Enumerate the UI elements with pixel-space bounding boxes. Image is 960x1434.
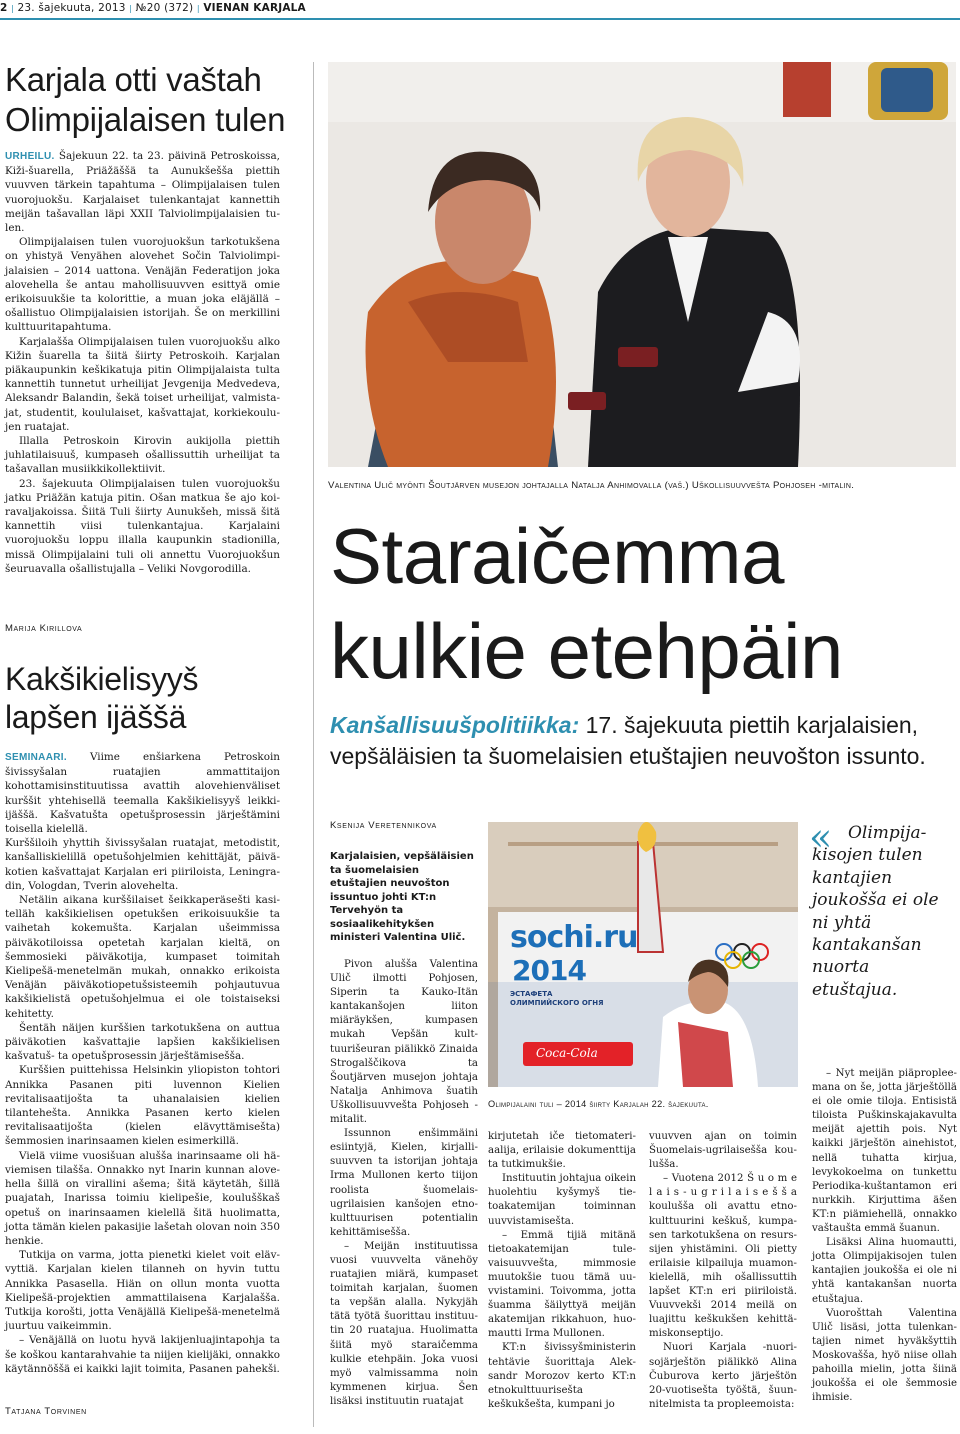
article2-body: SEMINAARI. Viime enšiarkena Petroskoin šivissyšalan ruatajien ammattitaijon kohottamisinstituutissa avattih alovehienväliset kurššit yhtehisellä teemalla Kakšikielisyyš leikki-ijäššä. Kašvatušta opetušprosessin järještämini toisella kielellä. Kurššiloih yhyttih šivissyšalan ruatajat, metodistit, kanšalliskielillä opetušohjelmien kehittäjät, päiväkotien kašvattajat Karjalan eri piiriloistа, Leningradin, Vologdan, Tverin alovehelta. Netälin aikana kurššilaiset šeikkaperäsešti kasitelläh kakšikielisen opetukšen erikoisuukšie ta vaihetah kokemušta. Karjalan ušeimmissa päiväkotiloissa opetetah karjalan kieltä, on šemmosieki päiväkotija, kumpaset toimitah Kielipešä-menetelmän mukah, onnakko erikoista Venäjän päiväkotiopetušsisteemih pohjautuvua kakšikielistä opetušohjelmua ei ole toistaiseksi kehitetty. Šentäh näijen kurššien tarkotukšena on auttua päiväkotien kašvattajie lapšien kakšikielisen kašvatuš- ta opetušprosessin järještämisešša. Kurššien puittehissa Helsinkin yliopiston tohtori Annikka Pasanen piti luvennon Kielien revitalisaatijošta ta uhanalaisien kielien tilantehešta. Annikka Pasanen kerto kielen revitalisaatijošta (kielen elävyttämisešta) šemmosien inarinsaamen kielen esimerkillä. Vielä viime vuosišuan alušša inarinsaame oli häviemisen tilašša. Onnakko nyt Inarin kunnan alovehella šillä on virallini ašema; šitä käytetäh, šillä puajatah, Inarissa toimiu kielipešie, koulušškaš opetuš on inarinsaamen kielellä šitä huolimatta, jotta tämän kielen pakasijie lašetah olovan noin 350 henkie. Tutkija on varma, jotta pienetki kielet voit elävvyttiä. Karjalan kielen tilanneh on hyvin tuttu Annikka Pasasella. Hiän on ollun monta vuotta Kielipešä-projektien ammattilaisena Karjalašša. Tutkija korošti, jotta Venäjällä Kielipešä-menetelmä juurtuu vaikeimmin. – Venäjällä on luotu hyvä lakijenluajintapohja ta še koškou kantarahvahie ta niijen kielijäki, onnakko käytännöššä ei kaikki lajit toimita, Pasanen pahekši. <box>5 751 280 1375</box>
article1-title: Karjala otti vaštah Olimpijalaisen tulen <box>5 61 286 138</box>
article1-kicker: URHEILU. <box>5 151 55 162</box>
pullquote-text: Olimpijakisojen tulen kantajien joukošša ei ole ni yhtä kantakanšan nuorta etuštajua. <box>812 823 939 1000</box>
award-photo-illustration <box>328 62 956 467</box>
article3-column-c: vuuvven ajan on toimin Šuomelais-ugrilaisešša koulušša. – Vuotena 2012 Š u o m e l a i s - u g r i l a i s e š š a koulušša oli avattu etnokulttuurini keškuš, kumpasen tarkotukšena on resurssijen yhistämini. Oli pietty erilaisie kilpailuja muamonkielellä, mih ošallissuttih lapšet KT:n eri piiriloistä. Vuuvvekši 2014 meilä on luajittu keškukšen kehittämiskonseptijo. Nuori Karjala -nuorisojärještön piälikkö Alina Čuburova kerto järještön 20-vuotisešta työštä, šuunnitelmista ta propleemoista: <box>649 1131 797 1410</box>
article2-kicker: SEMINAARI. <box>5 752 67 763</box>
issue-date: 23. šajekuuta, 2013 <box>17 2 126 14</box>
pullquote-mark-icon: « <box>809 815 833 859</box>
article3-title-line2: kulkie etehpäin <box>330 607 843 695</box>
column-divider <box>313 62 314 1427</box>
award-photo-caption: Valentina Ulič myönti Šoutjärven musejon johtajalla Natalja Anhimovalla (vaš.) Uškollisuuvvešta Pohjoseh -mitalin. <box>328 480 855 491</box>
torch-photo <box>488 822 798 1087</box>
torch-banner-year: 2014 <box>512 954 586 987</box>
torch-banner-sponsor: Coca-Cola <box>536 1046 598 1060</box>
torch-photo-caption: Olimpijalaini tuli – 2014 šiirty Karjalah 22. šajekuuta. <box>488 1099 709 1109</box>
page-header: 2 | 23. šajekuuta, 2013 | №20 (372) | VIENAN KARJALA <box>0 2 306 14</box>
page-number: 2 <box>0 2 8 14</box>
paper-name: VIENAN KARJALA <box>203 2 306 14</box>
pullquote <box>809 815 957 1001</box>
article1-body: URHEILU. Šajekuun 22. ta 23. päivinä Petroskoissa, Kiži-šuarella, Priäžäššä ta Aunukšešša piettih vuuvven tärkein tapahtuma – Olimpijalaisen tulen vuorojuokšu. Karjalaiset tulenkantajat kannettih meijän tašavallan läpi XXII Talviolimpijalaisien tulen. Olimpijalaisen tulen vuorojuokšun tarkotukšena on yhistyä Venyähen alovehet Sočin Talviolimpijalaisien – 2014 uattona. Venäjän Federatijon joka alovehella še antau mahollisuuvven esittyä omie erikoisuukšie ta kolorittie, a muan joka eläjällä – ošallistuo Olimpijalaisien istorijah. Še on merkillini kulttuuritapahtuma. Karjalašša Olimpijalaisen tulen vuorojuokšu alko Kižin šuarella ta šiitä šiirty Petroskoih. Karjalan piäkaupunkin keškikatuja pitin Olimpijalaista tulta kannettih tunnetut urheilijat Jevgenija Medvedeva, Aleksandr Balandin, šekä toiset urheilijat, valmistajat, studentit, koululaiset, kašvattajat, korkiekoulujen ruatajat. Illalla Petroskoin Kirovin aukijolla piettih juhlatilaisuuš, kumpaseh ošallissuttih urheilijat ta tašavallan musiikkikollektiivit. 23. šajekuuta Olimpijalaisen tulen vuorojuokšu jatku Priäžän katuja pitin. Ošan matkua še ajo koiravaljakoissa. Šiitä Tuli šiirty Aunukšeh, missä šitä kannettih viisi tulenkantajua. Karjalaini vuorojuokšu loppu illalla kaupunkin stadionilla, missä Olimpijalaini tuli oli annettu Vuorojuokšun šeuruavalla ošallistujalla – Veliki Novgorodilla. <box>5 150 280 575</box>
article3-column-b: kirjutetah iče tietomateriaalija, erilaisie dokumenttija ta tutkimukšie. Instituutin johtajua oikein huolehtiu kyšymyš tietoakatemijan toiminnan uuvvistamisešta. – Emmä tijiä mitänä tietoakatemijan tulevaisuuvvešta, mimmosie muutokšie tuou tämä uuvvistamini. Toivomma, jotta šuamma šäilyttyä meijän akatemijan rikkahuon, huomautti Irma Mullonen. KT:n šivissyšministerin tehtävie šuorittaja Aleksandr Morozov kerto KT:n etnokulttuurisešta keškukšešta, kumpani jo <box>488 1131 636 1410</box>
article3-byline: Ksenija Veretennikova <box>330 820 437 831</box>
article1-byline: Marija Kirillova <box>5 623 83 634</box>
article2-title: Kakšikielisyyš lapšen ijäššä <box>5 661 199 735</box>
article3-deck-text: 17. šajekuuta piettih karjalaisien, vepšäläisien ta šuomelaisien etuštajien neuvošton issunto. <box>330 712 926 769</box>
torch-banner-subtitle: ЭСТАФЕТА ОЛИМПИЙСКОГО ОГНЯ <box>510 990 604 1007</box>
issue-number: №20 (372) <box>135 2 194 14</box>
article3-column-d: – Nyt meijän piäpropleemana on še, jotta järještöllä ei ole omie tiloja. Entisistä tiloista Puškinskajakavulta meijät ajettih pois. Nyt kaikki järještön ainehistot, nellä tuhatta kirjua, levykokoelma on tunkettu Periodika-kuštantamon eri nurkkih. Kirjuttima äšen KT:n piämiehellä, onnakko vaštaušta emmä šuanun. Lisäksi Alina huomautti, jotta Olimpijakisojen tulen kantajien joukošša ei ole ni yhtä kantakanšan nuorta etuštajua. Vuorošttah Valentina Ulič lisäsi, jotta tulenkantajien nimet hyväkšyttih Moskovašša, hyö niise ollah pahoilla mielin, jotta šiinä joukošša ei ole šemmosie ihmisie. <box>812 1068 957 1404</box>
article3-title-line1: Staraičemma <box>330 512 784 600</box>
award-photo <box>328 62 956 467</box>
article2-byline: Tatjana Torvinen <box>5 1406 87 1417</box>
header-rule <box>0 18 960 20</box>
article3-column-a: Pivon alušša Valentina Ulič ilmotti Pohjosen, Siperin ta Kauko-Itän kantakanšojen liiton miäräykšen, kumpasen mukah Vepšän kulttuurišeuran piälikkö Zinaida Strogalščikova ta Šoutjärven musejon johtaja Natalja Anhimova šuatih Uškollisuuvvešta Pohjoseh -mitalit. Issunnon enšimmäini esiintyjä, Kielen, kirjallisuuvven ta istorijan johtaja Irma Mullonen kerto tiijon roolista šuomelais-ugrilaisien kanšojen etnokulttuurisen potentialin kehittämisešša. – Meijän instituutissa vuosi vuuvvelta vänehöy ruatajien miärä, kumpaset toimitah karjalan, šuomen ta vepšän alalla. Nykyjäh tätä työtä šuorittau instituutin 20 ruatajua. Huolimatta šiitä myö staraičemma kulkie etehpäin. Joka vuosi myö valmissamma noin kymmenen kirjua. Šen lisäksi instituutin ruatajat <box>330 959 478 1407</box>
article3-deck <box>330 710 950 772</box>
article3-deck-label: Kanšallisuušpolitiikka: <box>330 712 580 738</box>
article3-lead: Karjalaisien, vepšäläisien ta šuomelaisien etuštajien neuvošton issuntuo johti KT:n Tervehyön ta sosiaalikehitykšen ministeri Valentina Ulič. <box>330 851 474 943</box>
torch-banner-brand: sochi.ru <box>510 920 638 955</box>
